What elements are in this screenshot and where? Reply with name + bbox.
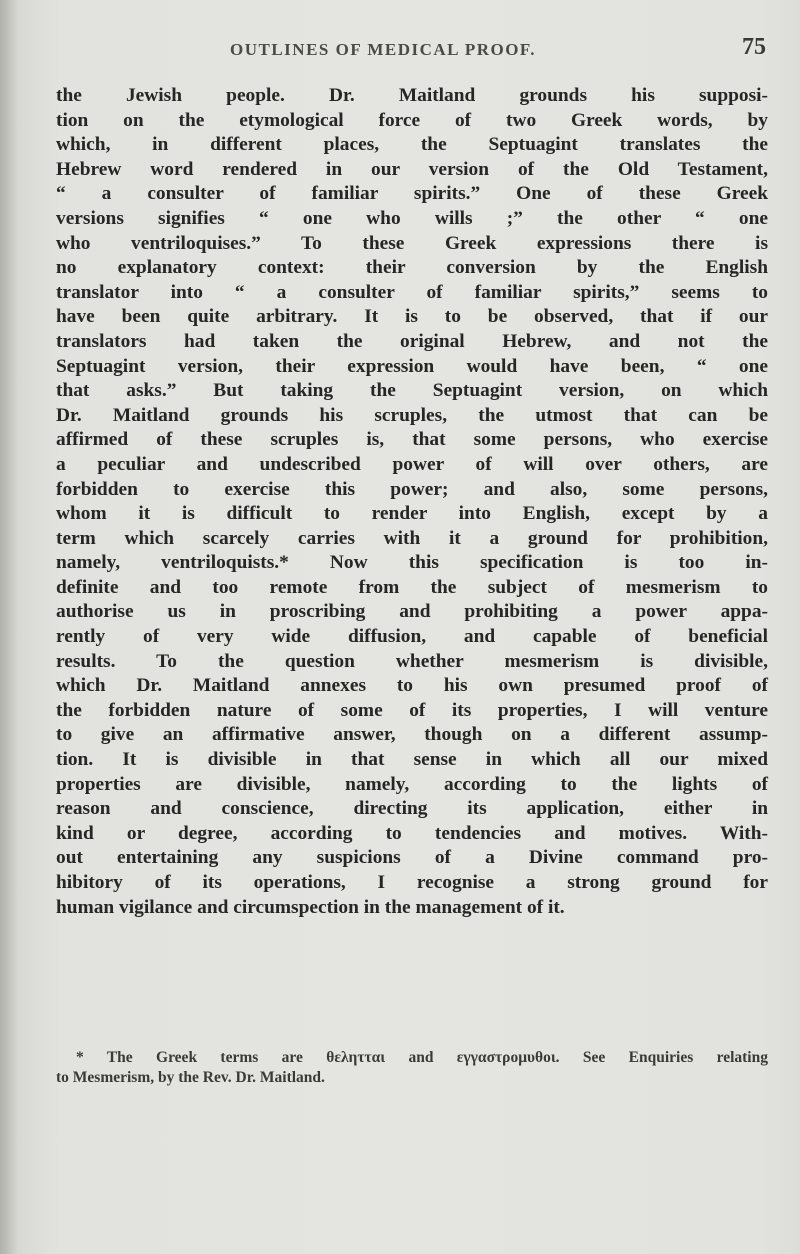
text-line: results. To the question whether mesmerism is divisible, (56, 650, 768, 672)
text-line: namely, ventriloquists.* Now this specification is too in- (56, 552, 768, 574)
body-text (56, 84, 768, 920)
footnote (56, 1048, 768, 1088)
text-line: a peculiar and undescribed power of will over others, are (56, 453, 768, 475)
text-line: have been quite arbitrary. It is to be observed, that if our (56, 306, 768, 328)
text-line: the Jewish people. Dr. Maitland grounds his supposi- (56, 85, 768, 106)
text-line: affirmed of these scruples is, that some persons, who exercise (56, 429, 768, 451)
text-line: the forbidden nature of some of its properties, I will venture (56, 699, 768, 721)
text-line: definite and too remote from the subject of mesmerism to (56, 576, 768, 598)
text-line: tion on the etymological force of two Greek words, by (56, 109, 768, 131)
text-line: no explanatory context: their conversion by the English (56, 257, 768, 279)
page-number: 75 (742, 34, 766, 60)
text-line: term which scarcely carries with it a ground for prohibition, (56, 527, 768, 549)
text-line: reason and conscience, directing its application, either in (56, 798, 768, 820)
text-line: Dr. Maitland grounds his scruples, the utmost that can be (56, 404, 768, 426)
text-line: which, in different places, the Septuagint translates the (56, 134, 768, 156)
text-line: out entertaining any suspicions of a Divine command pro- (56, 847, 768, 869)
text-line: rently of very wide diffusion, and capable of beneficial (56, 626, 768, 648)
text-line: human vigilance and circumspection in the management of it. (56, 896, 565, 918)
text-line: translators had taken the original Hebrew, and not the (56, 330, 768, 352)
text-line: versions signifies “ one who wills ;” the other “ one (56, 207, 768, 229)
text-line: properties are divisible, namely, according to the lights of (56, 773, 768, 795)
text-line: forbidden to exercise this power; and also, some persons, (56, 478, 768, 500)
running-head (0, 34, 800, 70)
footnote-line: * The Greek terms are θελητται and εγγαστρομυθοι. See Enquiries relating (76, 1049, 768, 1066)
text-line: who ventriloquises.” To these Greek expressions there is (56, 232, 768, 254)
text-line: which Dr. Maitland annexes to his own presumed proof of (56, 675, 768, 697)
text-line: Hebrew word rendered in our version of the Old Testament, (56, 158, 768, 180)
text-line: tion. It is divisible in that sense in which all our mixed (56, 749, 768, 771)
text-line: that asks.” But taking the Septuagint version, on which (56, 380, 768, 402)
footnote-line: to Mesmerism, by the Rev. Dr. Maitland. (56, 1069, 325, 1086)
text-line: translator into “ a consulter of familiar spirits,” seems to (56, 281, 768, 303)
text-line: whom it is difficult to render into English, except by a (56, 503, 768, 525)
running-title: OUTLINES OF MEDICAL PROOF. (230, 40, 537, 59)
spine-shadow (0, 0, 18, 1254)
text-line: authorise us in proscribing and prohibiting a power appa- (56, 601, 768, 623)
text-line: Septuagint version, their expression would have been, “ one (56, 355, 768, 377)
text-line: kind or degree, according to tendencies and motives. With- (56, 822, 768, 844)
text-line: “ a consulter of familiar spirits.” One of these Greek (56, 183, 768, 205)
text-line: hibitory of its operations, I recognise a strong ground for (56, 872, 768, 893)
text-line: to give an affirmative answer, though on a different assump- (56, 724, 768, 746)
